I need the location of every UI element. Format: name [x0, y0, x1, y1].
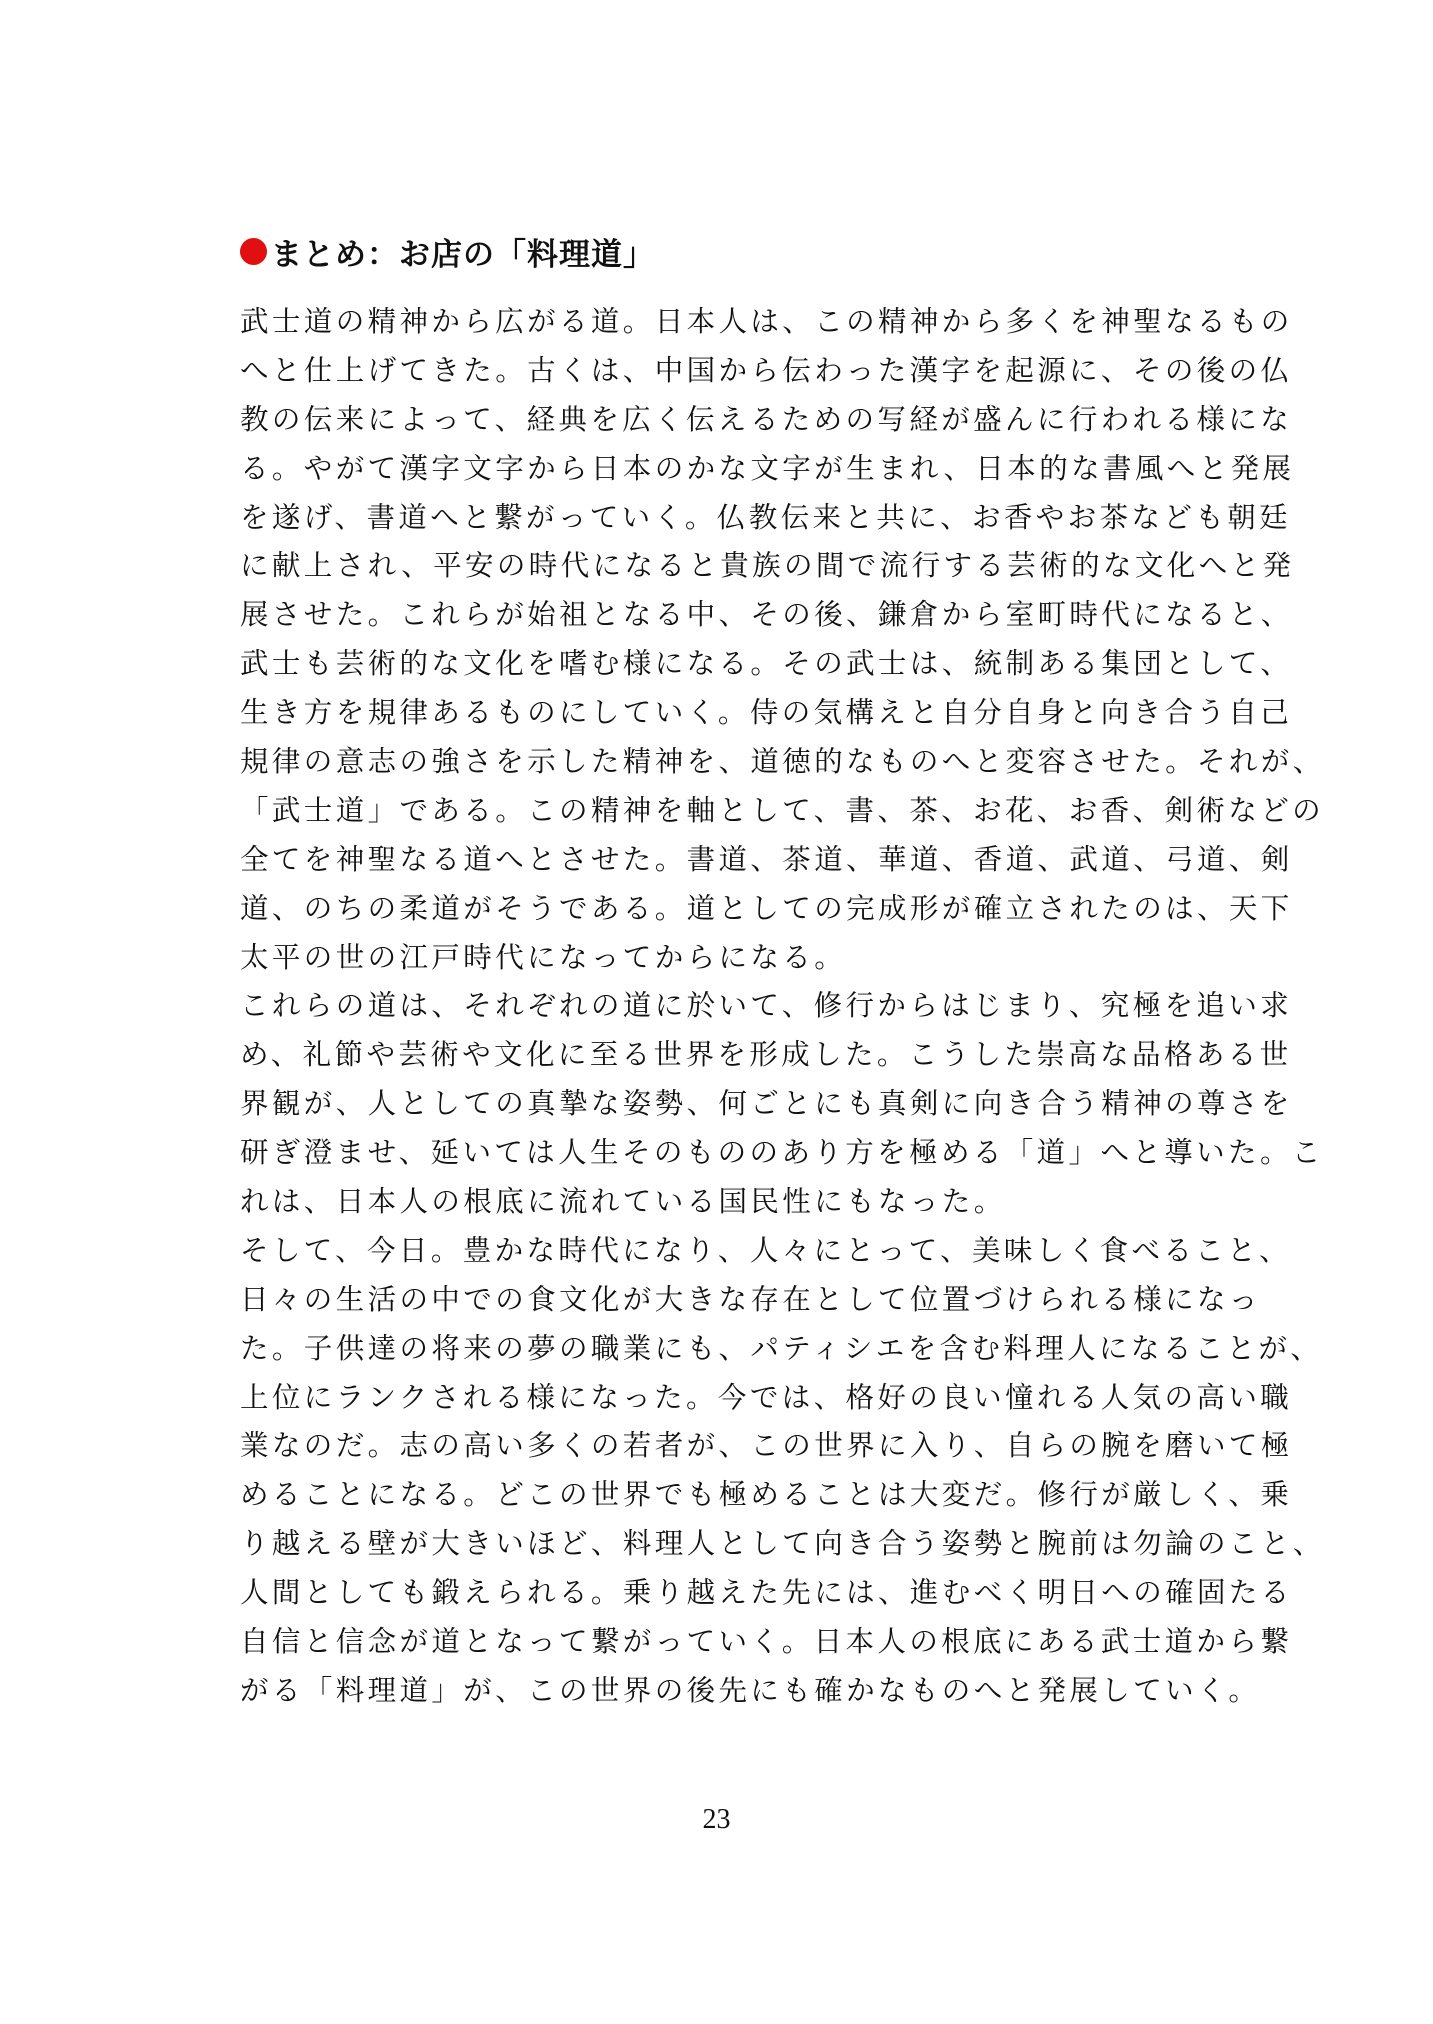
body-line: 自信と信念が道となって繋がっていく。日本人の根底にある武士道から繋 — [240, 1625, 1293, 1659]
body-line: れは、日本人の根底に流れている国民性にもなった。 — [240, 1185, 1006, 1219]
body-line: り越える壁が大きいほど、料理人として向き合う姿勢と腕前は勿論のこと、 — [240, 1527, 1325, 1561]
body-line: 太平の世の江戸時代になってからになる。 — [240, 940, 847, 974]
body-line: 人間としても鍛えられる。乗り越えた先には、進むべく明日への確固たる — [240, 1576, 1293, 1610]
page-number: 23 — [702, 1804, 731, 1835]
body-line: 業なのだ。志の高い多くの若者が、この世界に入り、自らの腕を磨いて極 — [240, 1429, 1293, 1463]
body-line: 界観が、人としての真摯な姿勢、何ごとにも真剣に向き合う精神の尊さを — [240, 1087, 1293, 1121]
body-line: これらの道は、それぞれの道に於いて、修行からはじまり、究極を追い求 — [240, 989, 1293, 1023]
body-line: 生き方を規律あるものにしていく。侍の気構えと自分自身と向き合う自己 — [240, 696, 1293, 730]
body-text — [240, 298, 1325, 1716]
body-line: め、礼節や芸術や文化に至る世界を形成した。こうした崇高な品格ある世 — [240, 1038, 1292, 1072]
body-line: に献上され、平安の時代になると貴族の間で流行する芸術的な文化へと発 — [240, 549, 1295, 583]
section-heading — [240, 226, 655, 276]
red-circle-bullet-icon — [240, 238, 267, 265]
body-line: 武士も芸術的な文化を嗜む様になる。その武士は、統制ある集団として、 — [240, 647, 1293, 681]
body-line: 武士道の精神から広がる道。日本人は、この精神から多くを神聖なるもの — [240, 305, 1293, 338]
body-line: がる「料理道」が、この世界の後先にも確かなものへと発展していく。 — [240, 1673, 1261, 1707]
body-line: めることになる。どこの世界でも極めることは大変だ。修行が厳しく、乗 — [240, 1478, 1293, 1512]
body-line: へと仕上げてきた。古くは、中国から伝わった漢字を起源に、その後の仏 — [240, 353, 1293, 387]
body-line: 「武士道」である。この精神を軸として、書、茶、お花、お香、剣術などの — [240, 793, 1325, 827]
body-line: 教の伝来によって、経典を広く伝えるための写経が盛んに行われる様にな — [240, 402, 1293, 436]
body-line: 日々の生活の中での食文化が大きな存在として位置づけられる様になっ — [240, 1282, 1261, 1316]
body-line: 展させた。これらが始祖となる中、その後、鎌倉から室町時代になると、 — [240, 598, 1293, 632]
body-line: る。やがて漢字文字から日本のかな文字が生まれ、日本的な書風へと発展 — [240, 451, 1295, 485]
section-heading-title: まとめ：お店の「料理道」 — [271, 236, 655, 273]
body-line: 研ぎ澄ませ、延いては人生そのもののあり方を極める「道」へと導いた。こ — [240, 1136, 1324, 1170]
body-line: そして、今日。豊かな時代になり、人々にとって、美味しく食べること、 — [240, 1233, 1291, 1267]
body-line: 全てを神聖なる道へとさせた。書道、茶道、華道、香道、武道、弓道、剣 — [240, 842, 1293, 876]
body-line: 規律の意志の強さを示した精神を、道徳的なものへと変容させた。それが、 — [240, 745, 1325, 779]
body-line: を遂げ、書道へと繋がっていく。仏教伝来と共に、お香やお茶なども朝廷 — [240, 500, 1291, 534]
body-line: 道、のちの柔道がそうである。道としての完成形が確立されたのは、天下 — [240, 891, 1293, 925]
body-line: 上位にランクされる様になった。今では、格好の良い憧れる人気の高い職 — [240, 1380, 1293, 1414]
body-line: た。子供達の将来の夢の職業にも、パティシエを含む料理人になることが、 — [240, 1331, 1323, 1365]
